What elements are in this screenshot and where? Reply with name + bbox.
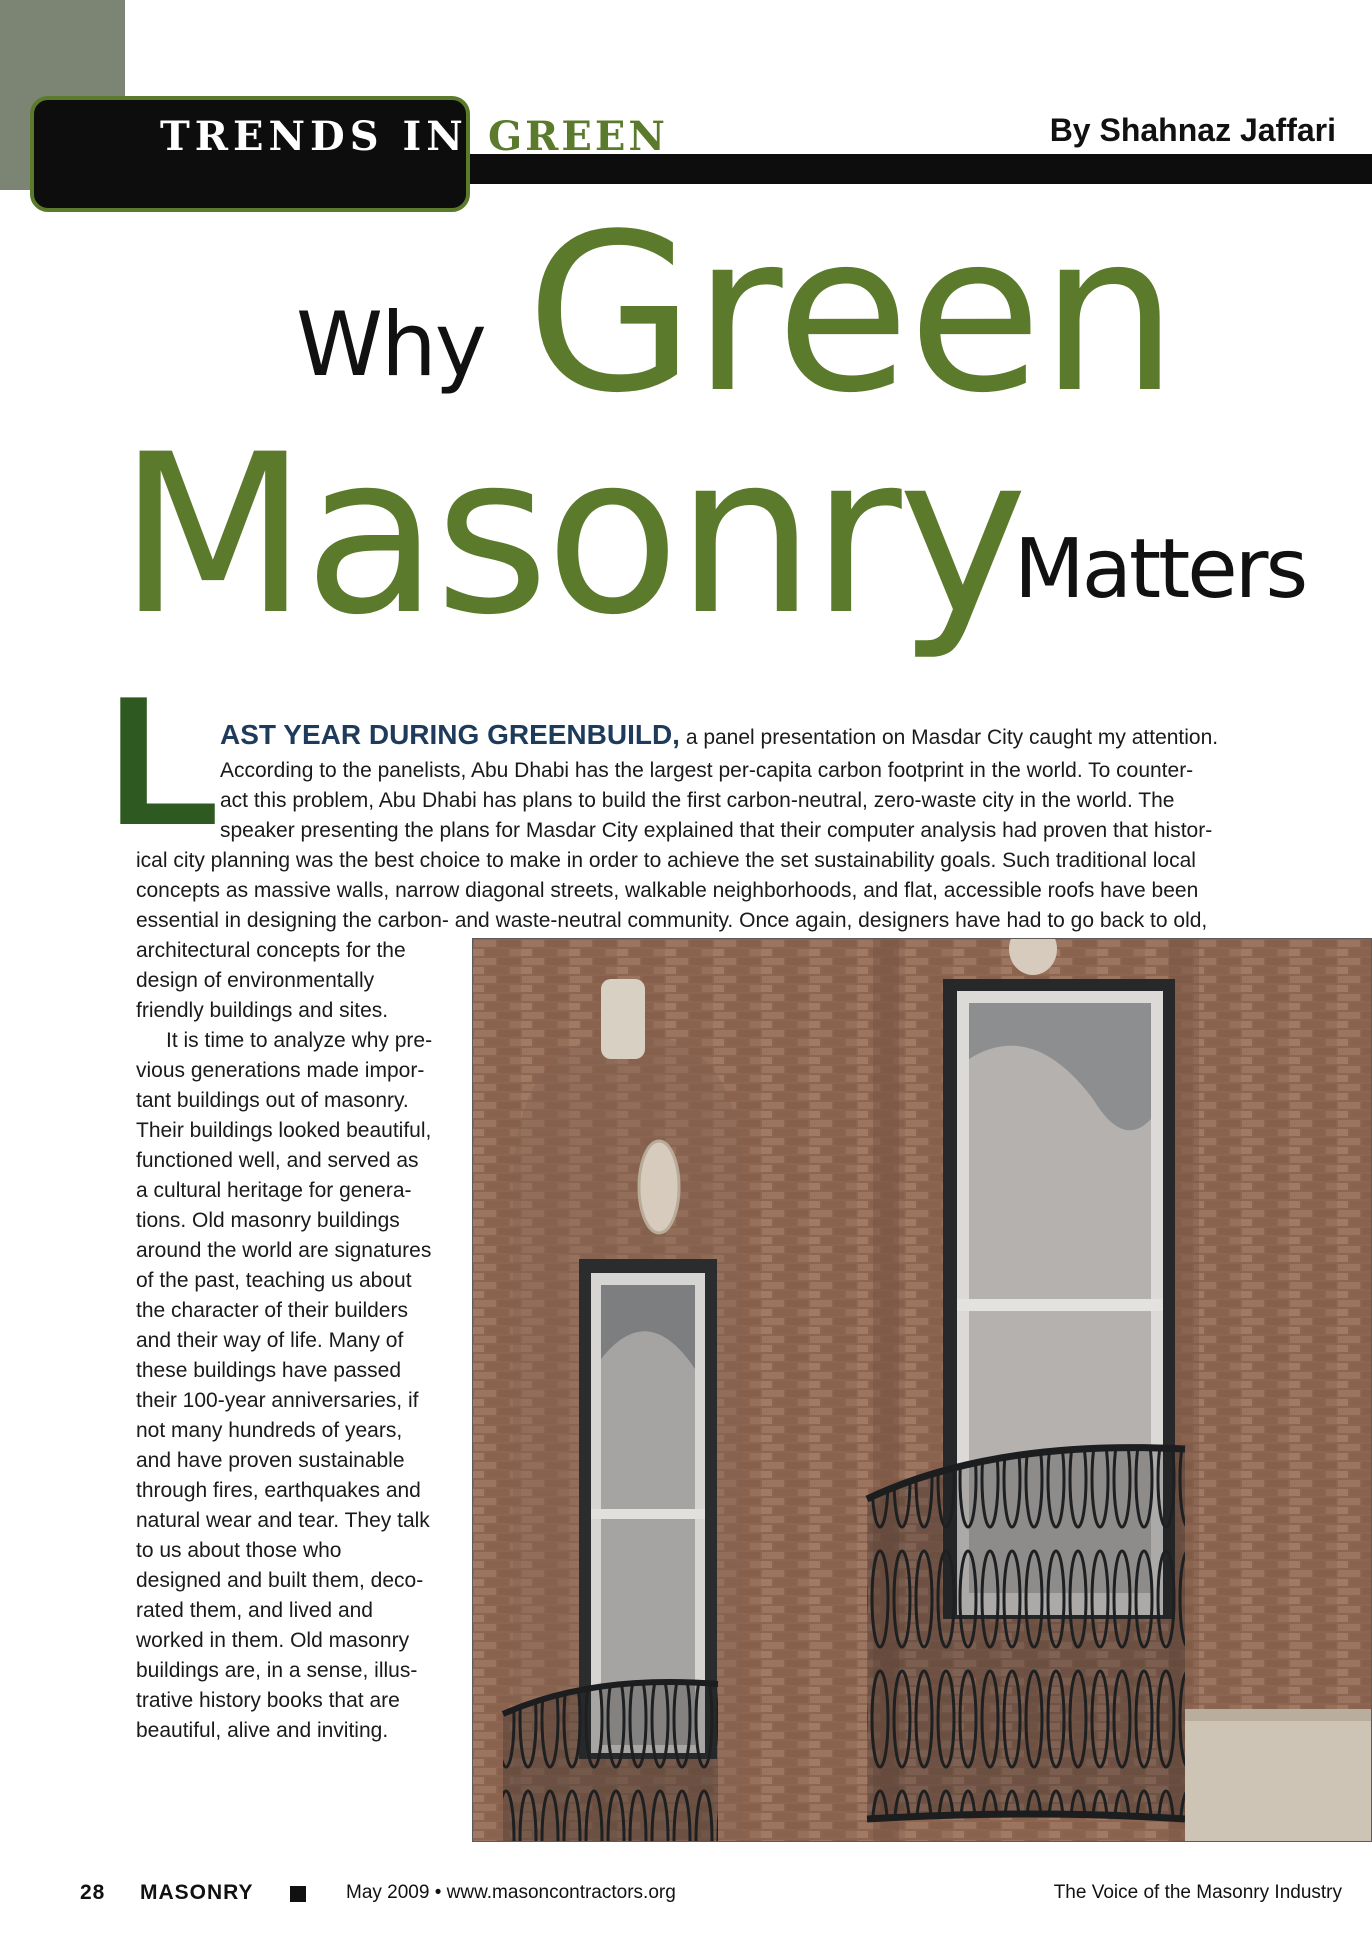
body-line: rated them, and lived and xyxy=(136,1599,373,1622)
intro-line-2: According to the panelists, Abu Dhabi has the largest per-capita carbon footprint in the world. To counter- xyxy=(220,759,1194,782)
body-line: the character of their builders xyxy=(136,1299,408,1322)
intro-line-3: act this problem, Abu Dhabi has plans to build the first carbon-neutral, zero-waste city in the world. The xyxy=(220,789,1175,812)
body-line: natural wear and tear. They talk xyxy=(136,1509,430,1532)
title-green: Green xyxy=(526,188,1177,441)
section-label: TRENDS IN xyxy=(160,113,468,160)
body-line: functioned well, and served as xyxy=(136,1149,419,1172)
body-line: designed and built them, deco- xyxy=(136,1569,424,1592)
body-line: worked in them. Old masonry xyxy=(136,1629,410,1652)
title-why: Why xyxy=(296,293,485,396)
body-line: through fires, earthquakes and xyxy=(136,1479,421,1502)
body-line: these buildings have passed xyxy=(136,1359,402,1382)
footer-tagline: The Voice of the Masonry Industry xyxy=(1053,1882,1342,1903)
body-line: It is time to analyze why pre- xyxy=(166,1029,433,1052)
page-number xyxy=(80,1878,105,1909)
drop-cap: L xyxy=(108,657,221,863)
body-line: and their way of life. Many of xyxy=(136,1329,404,1352)
intro-line-1 xyxy=(220,720,1218,753)
body-line: and have proven sustainable xyxy=(136,1449,405,1472)
body-line: architectural concepts for the xyxy=(136,939,406,962)
body-line: Their buildings looked beautiful, xyxy=(136,1119,432,1142)
brick-facade-photo xyxy=(472,938,1372,1842)
body-line: of the past, teaching us about xyxy=(136,1269,412,1292)
author-byline: By Shahnaz Jaffari xyxy=(1049,112,1336,148)
magazine-name xyxy=(140,1878,254,1909)
magazine-name-text: MASONRY xyxy=(140,1881,254,1904)
section-accent: GREEN xyxy=(488,113,668,160)
body-line: beautiful, alive and inviting. xyxy=(136,1719,389,1742)
body-line: vious generations made impor- xyxy=(136,1059,425,1082)
body-line: trative history books that are xyxy=(136,1689,400,1712)
photo-illustration xyxy=(473,939,1372,1842)
title-matters: Matters xyxy=(1014,522,1306,617)
page-number-text: 28 xyxy=(80,1881,106,1904)
body-line: friendly buildings and sites. xyxy=(136,999,389,1022)
body-line: tions. Old masonry buildings xyxy=(136,1209,400,1232)
intro-line-1-text: a panel presentation on Masdar City caught my attention. xyxy=(685,726,1219,749)
body-line: around the world are signatures xyxy=(136,1239,432,1262)
body-line: design of environmentally xyxy=(136,969,375,992)
intro-line-5: ical city planning was the best choice to make in order to achieve the set sustainability goals. Such traditional local xyxy=(136,849,1196,872)
intro-line-6: concepts as massive walls, narrow diagonal streets, walkable neighborhoods, and flat, accessible roofs have been xyxy=(136,879,1199,902)
body-line: a cultural heritage for genera- xyxy=(136,1179,412,1202)
body-line: their 100-year anniversaries, if xyxy=(136,1389,419,1412)
title-masonry: Masonry xyxy=(118,407,1024,663)
footer-square-icon xyxy=(290,1886,306,1902)
body-line: buildings are, in a sense, illus- xyxy=(136,1659,418,1682)
body-line: not many hundreds of years, xyxy=(136,1419,403,1442)
body-line: to us about those who xyxy=(136,1539,342,1562)
body-line: tant buildings out of masonry. xyxy=(136,1089,409,1112)
issue-info: May 2009 • www.masoncontractors.org xyxy=(346,1882,676,1903)
intro-line-7: essential in designing the carbon- and waste-neutral community. Once again, designers have had to go back to old, xyxy=(136,909,1208,932)
intro-line-4: speaker presenting the plans for Masdar City explained that their computer analysis had proven that histor- xyxy=(220,819,1213,842)
lead-in: AST YEAR DURING GREENBUILD, xyxy=(220,719,680,750)
